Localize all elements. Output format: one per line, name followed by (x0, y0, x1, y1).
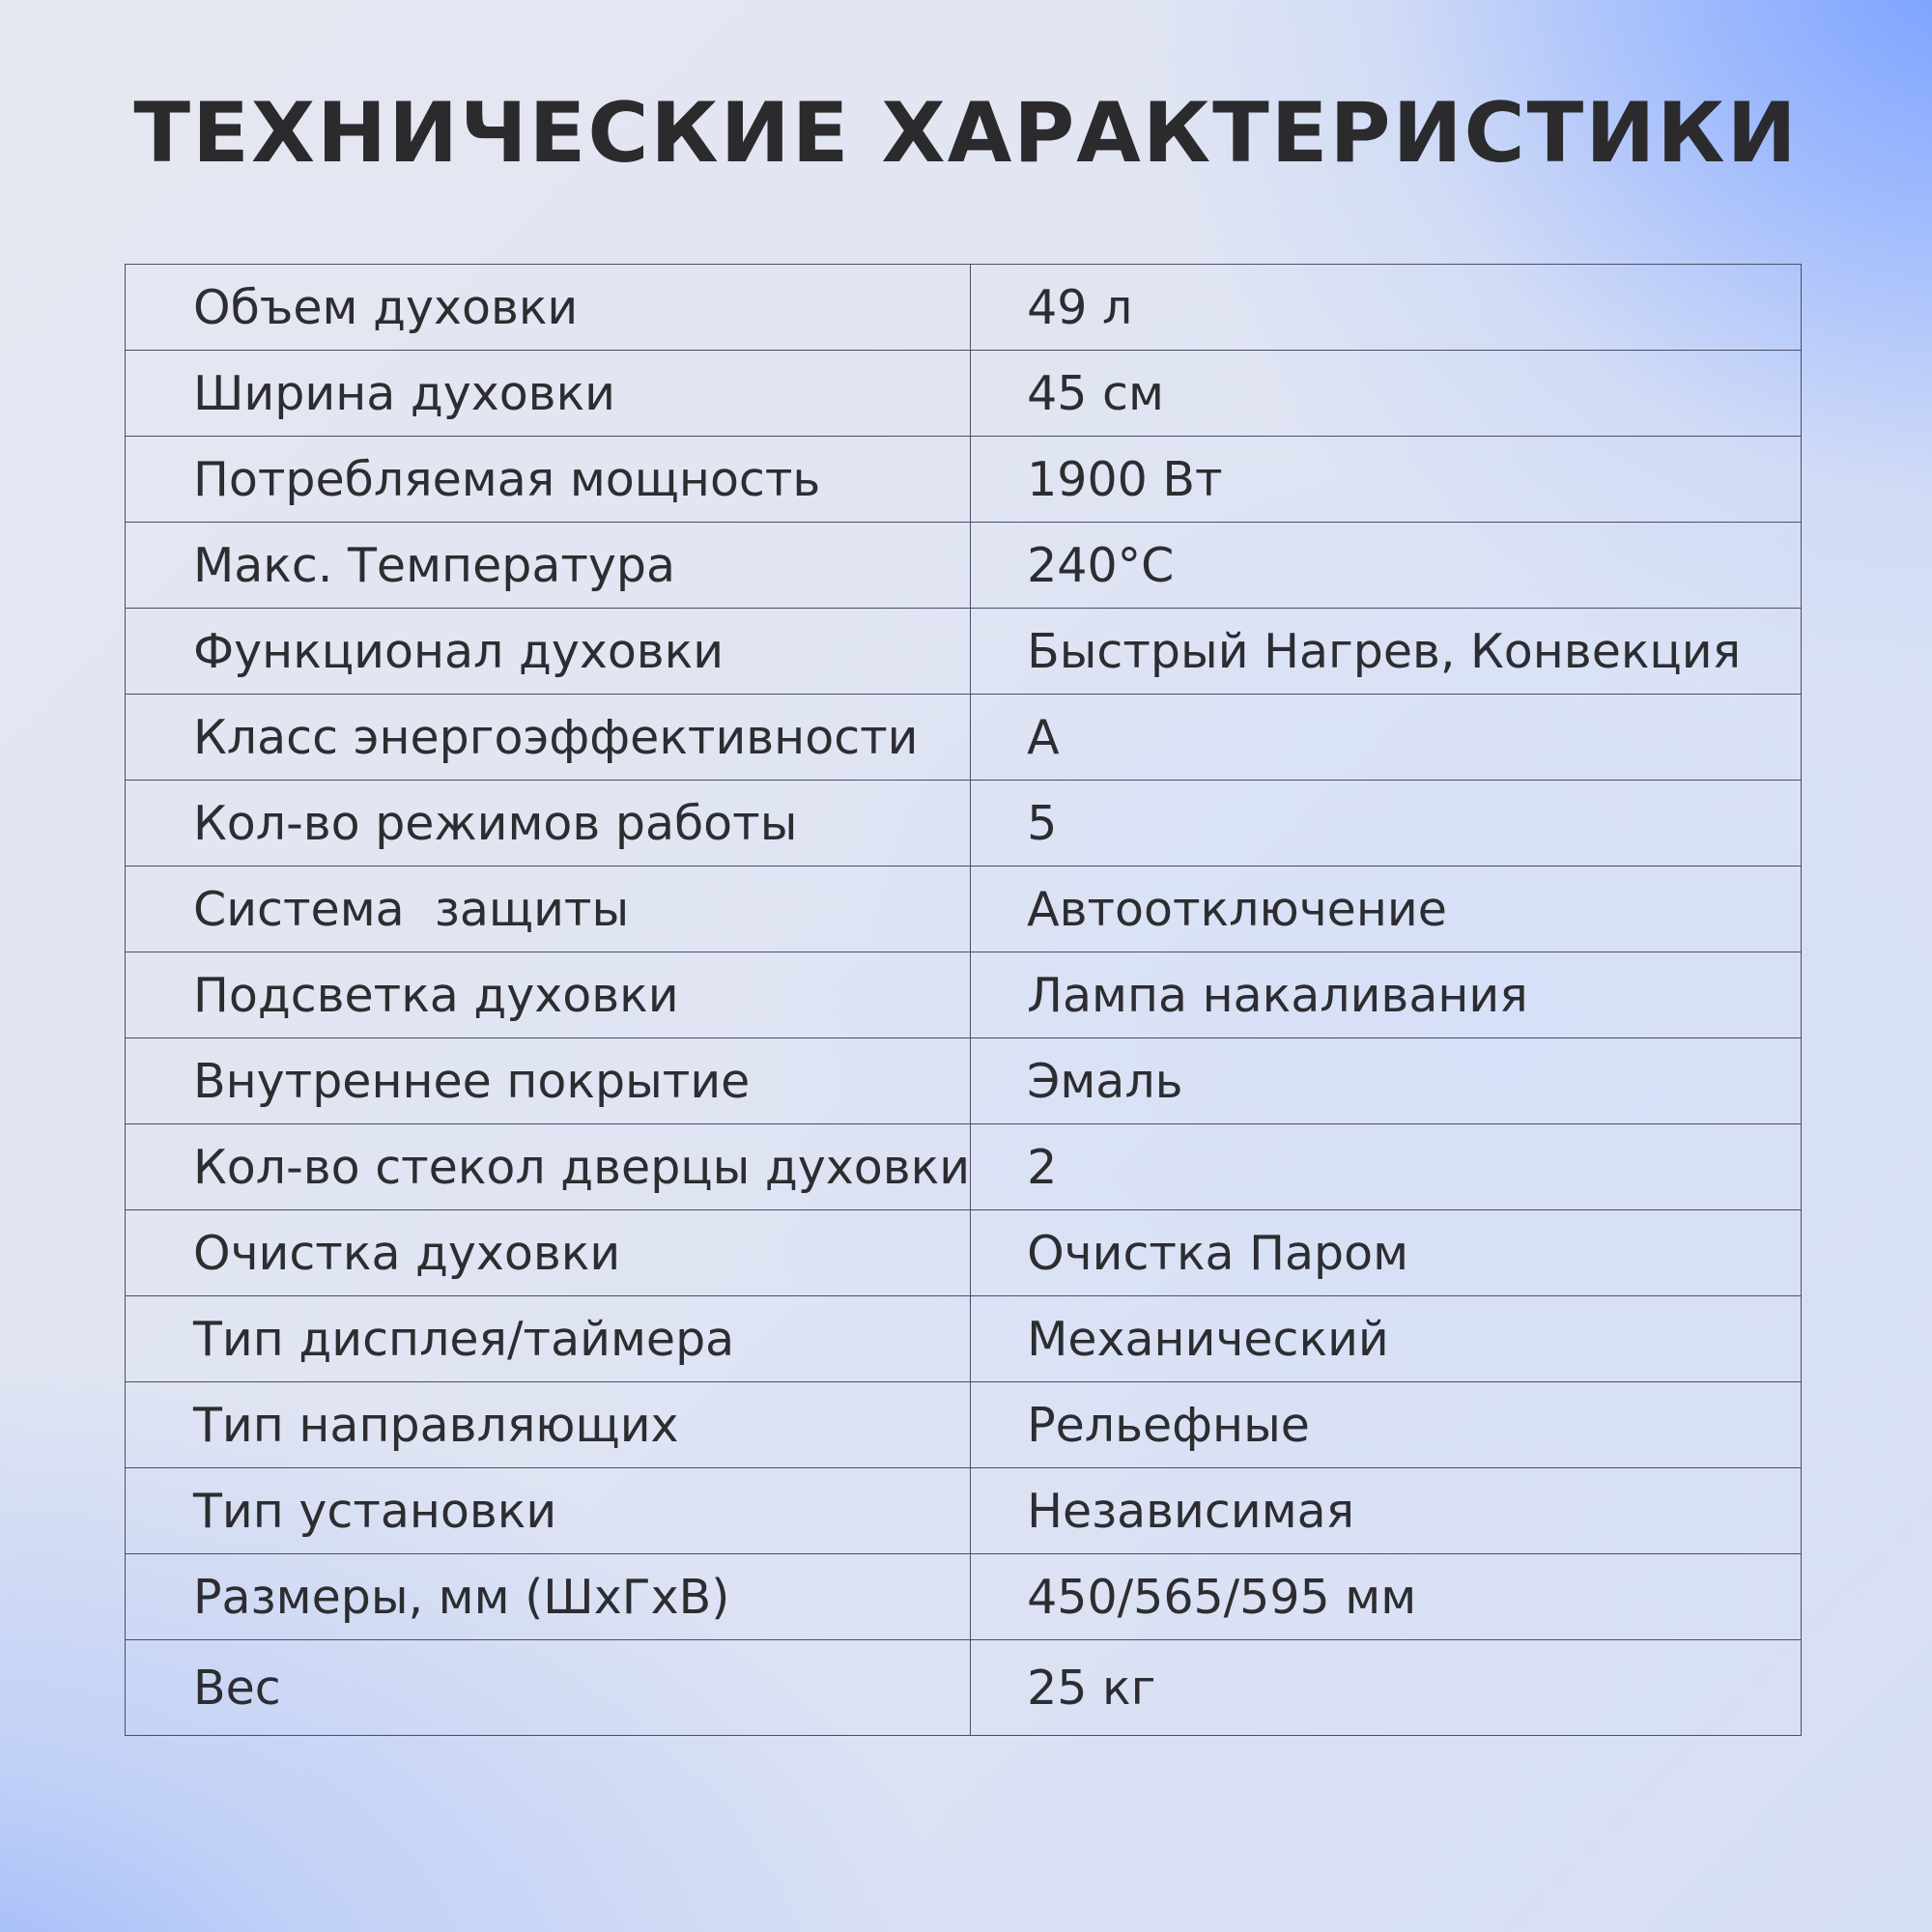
table-row (126, 351, 1802, 437)
table-row (126, 1210, 1802, 1296)
spec-value: Эмаль (971, 1038, 1802, 1124)
spec-param: Функционал духовки (126, 609, 971, 695)
spec-param: Кол-во стекол дверцы духовки (126, 1124, 971, 1210)
spec-param: Макс. Температура (126, 523, 971, 609)
spec-param: Кол-во режимов работы (126, 781, 971, 867)
spec-param: Система защиты (126, 867, 971, 952)
spec-param: Объем духовки (126, 265, 971, 351)
spec-param: Класс энергоэффективности (126, 695, 971, 781)
spec-value: Независимая (971, 1468, 1802, 1554)
table-row (126, 867, 1802, 952)
spec-value: Быстрый Нагрев, Конвекция (971, 609, 1802, 695)
spec-value: А (971, 695, 1802, 781)
spec-table (125, 264, 1802, 1736)
spec-value: 5 (971, 781, 1802, 867)
spec-value: Лампа накаливания (971, 952, 1802, 1038)
spec-value: 25 кг (971, 1640, 1802, 1736)
table-row (126, 1038, 1802, 1124)
spec-value: 450/565/595 мм (971, 1554, 1802, 1640)
table-row (126, 781, 1802, 867)
spec-param: Тип установки (126, 1468, 971, 1554)
table-row (126, 695, 1802, 781)
table-row (126, 1468, 1802, 1554)
spec-value: Очистка Паром (971, 1210, 1802, 1296)
table-row (126, 523, 1802, 609)
spec-value: Механический (971, 1296, 1802, 1382)
table-row (126, 437, 1802, 523)
spec-value: 240°С (971, 523, 1802, 609)
spec-param: Ширина духовки (126, 351, 971, 437)
spec-param: Тип направляющих (126, 1382, 971, 1468)
table-row (126, 609, 1802, 695)
spec-value: Автоотключение (971, 867, 1802, 952)
page-title: ТЕХНИЧЕСКИЕ ХАРАКТЕРИСТИКИ (133, 85, 1799, 182)
spec-param: Тип дисплея/таймера (126, 1296, 971, 1382)
spec-value: 45 см (971, 351, 1802, 437)
table-row (126, 1296, 1802, 1382)
table-row (126, 1124, 1802, 1210)
spec-value: 49 л (971, 265, 1802, 351)
table-row (126, 265, 1802, 351)
spec-param: Подсветка духовки (126, 952, 971, 1038)
spec-param: Потребляемая мощность (126, 437, 971, 523)
table-row (126, 952, 1802, 1038)
spec-param: Размеры, мм (ШхГхВ) (126, 1554, 971, 1640)
table-row (126, 1640, 1802, 1736)
spec-value: Рельефные (971, 1382, 1802, 1468)
table-row (126, 1382, 1802, 1468)
spec-param: Вес (126, 1640, 971, 1736)
spec-value: 2 (971, 1124, 1802, 1210)
spec-param: Внутреннее покрытие (126, 1038, 971, 1124)
spec-param: Очистка духовки (126, 1210, 971, 1296)
spec-value: 1900 Вт (971, 437, 1802, 523)
table-row (126, 1554, 1802, 1640)
